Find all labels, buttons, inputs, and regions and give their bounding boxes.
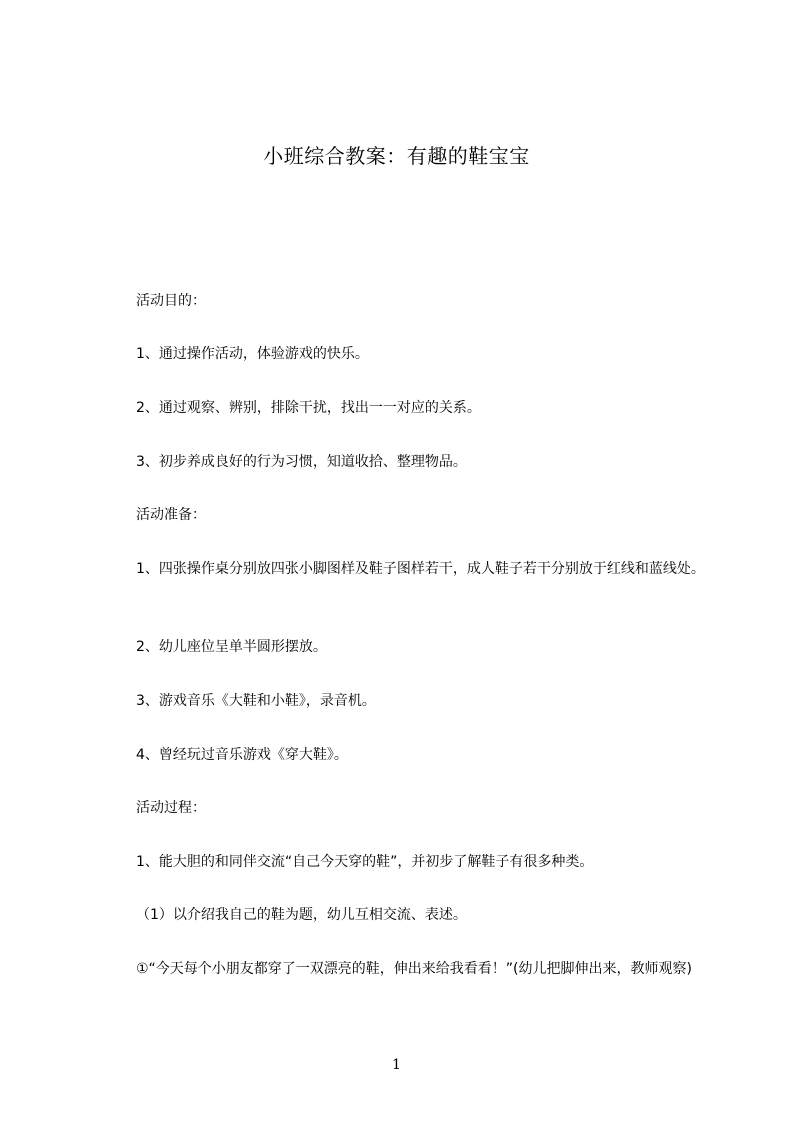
goal-item-1: 1、通过操作活动，体验游戏的快乐。 — [136, 346, 369, 362]
preparation-item-1: 1、四张操作桌分别放四张小脚图样及鞋子图样若干，成人鞋子若干分别放于红线和蓝线处。 — [136, 561, 705, 577]
process-item-1: 1、能大胆的和同伴交流“自己今天穿的鞋”，并初步了解鞋子有很多种类。 — [136, 854, 594, 870]
document-title: 小班综合教案：有趣的鞋宝宝 — [263, 144, 530, 168]
page-number: 1 — [392, 1057, 401, 1073]
heading-activity-goals: 活动目的： — [136, 293, 206, 309]
preparation-item-4: 4、曾经玩过音乐游戏《穿大鞋》。 — [136, 747, 348, 763]
preparation-item-3: 3、游戏音乐《大鞋和小鞋》，录音机。 — [136, 693, 376, 709]
heading-activity-preparation: 活动准备： — [136, 507, 206, 523]
process-subitem-1-step-1: ①“今天每个小朋友都穿了一双漂亮的鞋，伸出来给我看看！”(幼儿把脚伸出来，教师观察) — [136, 961, 692, 977]
goal-item-2: 2、通过观察、辨别，排除干扰，找出一一对应的关系。 — [136, 400, 481, 416]
heading-activity-process: 活动过程： — [136, 800, 206, 816]
preparation-item-2: 2、幼儿座位呈单半圆形摆放。 — [136, 639, 327, 655]
process-subitem-1: （1）以介绍我自己的鞋为题，幼儿互相交流、表述。 — [136, 907, 467, 923]
goal-item-3: 3、初步养成良好的行为习惯，知道收拾、整理物品。 — [136, 454, 467, 470]
